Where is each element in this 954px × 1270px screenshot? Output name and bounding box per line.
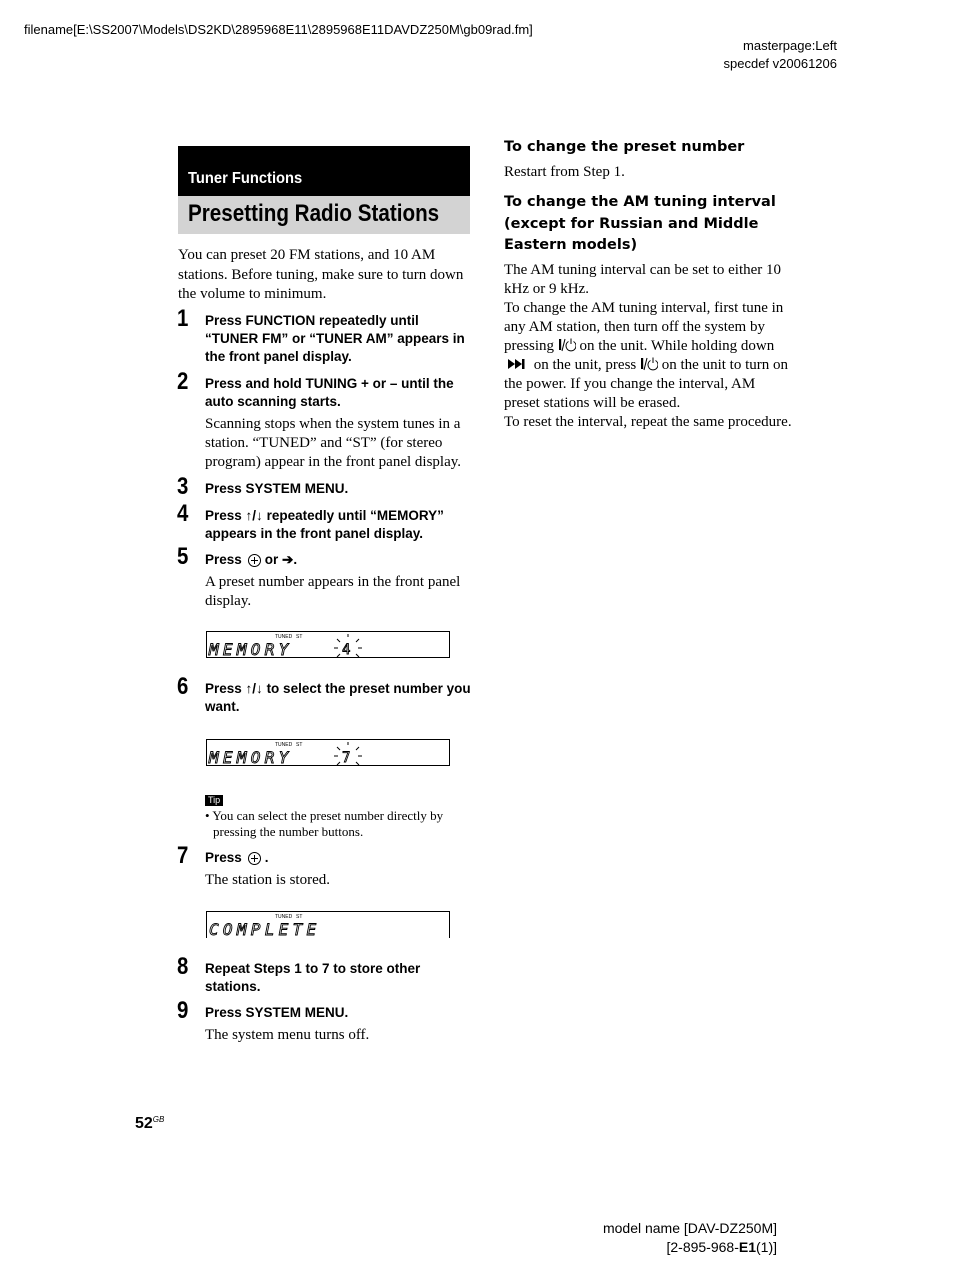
lcd-text-memory: MEMORY xyxy=(209,640,293,659)
step-number-1: 1 xyxy=(177,305,189,332)
heading-change-preset-number: To change the preset number xyxy=(504,139,745,155)
step-8-text: Repeat Steps 1 to 7 to store other stations. xyxy=(205,961,421,994)
footer-model xyxy=(603,1219,777,1257)
am-interval-text: The AM tuning interval can be set to either 10 kHz or 9 kHz. xyxy=(504,262,782,297)
front-panel-display-memory-7 xyxy=(206,739,450,766)
step-number-6: 6 xyxy=(177,673,189,700)
header-specdef: specdef v20061206 xyxy=(723,56,837,71)
model-code: [2-895-968-E1(1)] xyxy=(666,1239,777,1255)
paragraph-restart: Restart from Step 1. xyxy=(504,164,625,180)
lcd-tuned-indicator: TUNED xyxy=(275,742,293,748)
am-interval-reset: To reset the interval, repeat the same procedure. xyxy=(504,414,792,430)
enter-button-icon xyxy=(248,554,261,567)
lcd-tuned-indicator: TUNED xyxy=(275,634,293,640)
lcd-text-complete: COMPLETE xyxy=(209,920,321,939)
step-number-8: 8 xyxy=(177,953,189,980)
step-9-text: Press SYSTEM MENU. xyxy=(205,1005,349,1020)
step-2-text: Press and hold TUNING + or – until the auto scanning starts. xyxy=(205,376,454,409)
step-9-description: The system menu turns off. xyxy=(205,1027,370,1043)
up-down-arrows-icon: ↑/↓ xyxy=(245,508,263,523)
section-banner xyxy=(178,146,470,234)
step-number-5: 5 xyxy=(177,543,189,570)
section-category: Tuner Functions xyxy=(178,146,470,196)
front-panel-display-complete xyxy=(206,911,450,938)
page-number: $52^{GB}$ xyxy=(135,1115,165,1132)
lcd-preset-number: 4 xyxy=(342,642,351,658)
front-panel-display-memory-4 xyxy=(206,631,450,658)
page-title: Presetting Radio Stations xyxy=(178,196,470,234)
heading-am-tuning-interval: To change the AM tuning interval (except for Russian and Middle Eastern models) xyxy=(504,194,776,253)
lcd-tuned-indicator: TUNED xyxy=(275,914,293,920)
tip-badge: Tip xyxy=(205,795,223,806)
step-2-description: Scanning stops when the system tunes in a station. “TUNED” and “ST” (for stereo program) appear in the front panel display. xyxy=(205,416,462,470)
step-number-3: 3 xyxy=(177,473,189,500)
step-5-text: Press or ➔. xyxy=(205,552,298,567)
lcd-st-indicator: ST xyxy=(296,914,303,920)
step-number-9: 9 xyxy=(177,997,189,1024)
am-interval-procedure: To change the AM tuning interval, first tune in any AM station, then turn off the system by pressing on the unit. While holding down on the unit, press on the unit to turn on the power. If you change the interval, AM preset stations will be erased. xyxy=(504,300,788,411)
power-icon xyxy=(558,338,576,352)
step-7-text: Press . xyxy=(205,850,269,865)
header-masterpage: masterpage:Left xyxy=(743,38,837,53)
model-name: model name [DAV-DZ250M] xyxy=(602,1220,777,1236)
step-7-description: The station is stored. xyxy=(205,872,330,888)
tip-text: • You can select the preset number directly by pressing the number buttons. xyxy=(205,808,444,839)
paragraph-am-interval xyxy=(504,261,794,432)
lcd-preset-number: 7 xyxy=(342,750,351,766)
lcd-st-indicator: ST xyxy=(296,634,303,640)
power-icon xyxy=(640,357,658,371)
intro-paragraph: You can preset 20 FM stations, and 10 AM stations. Before tuning, make sure to turn down the volume to minimum. xyxy=(178,247,464,302)
step-number-7: 7 xyxy=(177,842,189,869)
next-track-icon xyxy=(504,357,530,371)
lcd-st-indicator: ST xyxy=(296,742,303,748)
step-1-text: Press FUNCTION repeatedly until “TUNER FM” or “TUNER AM” appears in the front panel display. xyxy=(205,313,465,364)
step-5-description: A preset number appears in the front panel display. xyxy=(205,574,461,609)
up-down-arrows-icon: ↑/↓ xyxy=(245,681,263,696)
lcd-text-memory: MEMORY xyxy=(209,748,293,767)
step-4-text: Press ↑/↓ repeatedly until “MEMORY” appears in the front panel display. xyxy=(205,508,444,541)
header-filename: filename[E:\SS2007\Models\DS2KD\2895968E11\2895968E11DAVDZ250M\gb09rad.fm] xyxy=(24,22,533,37)
step-number-2: 2 xyxy=(177,368,189,395)
step-number-4: 4 xyxy=(177,500,189,527)
step-6-text: Press ↑/↓ to select the preset number you want. xyxy=(205,681,471,714)
enter-button-icon xyxy=(248,852,261,865)
header-meta xyxy=(724,37,837,73)
step-3-text: Press SYSTEM MENU. xyxy=(205,481,349,496)
